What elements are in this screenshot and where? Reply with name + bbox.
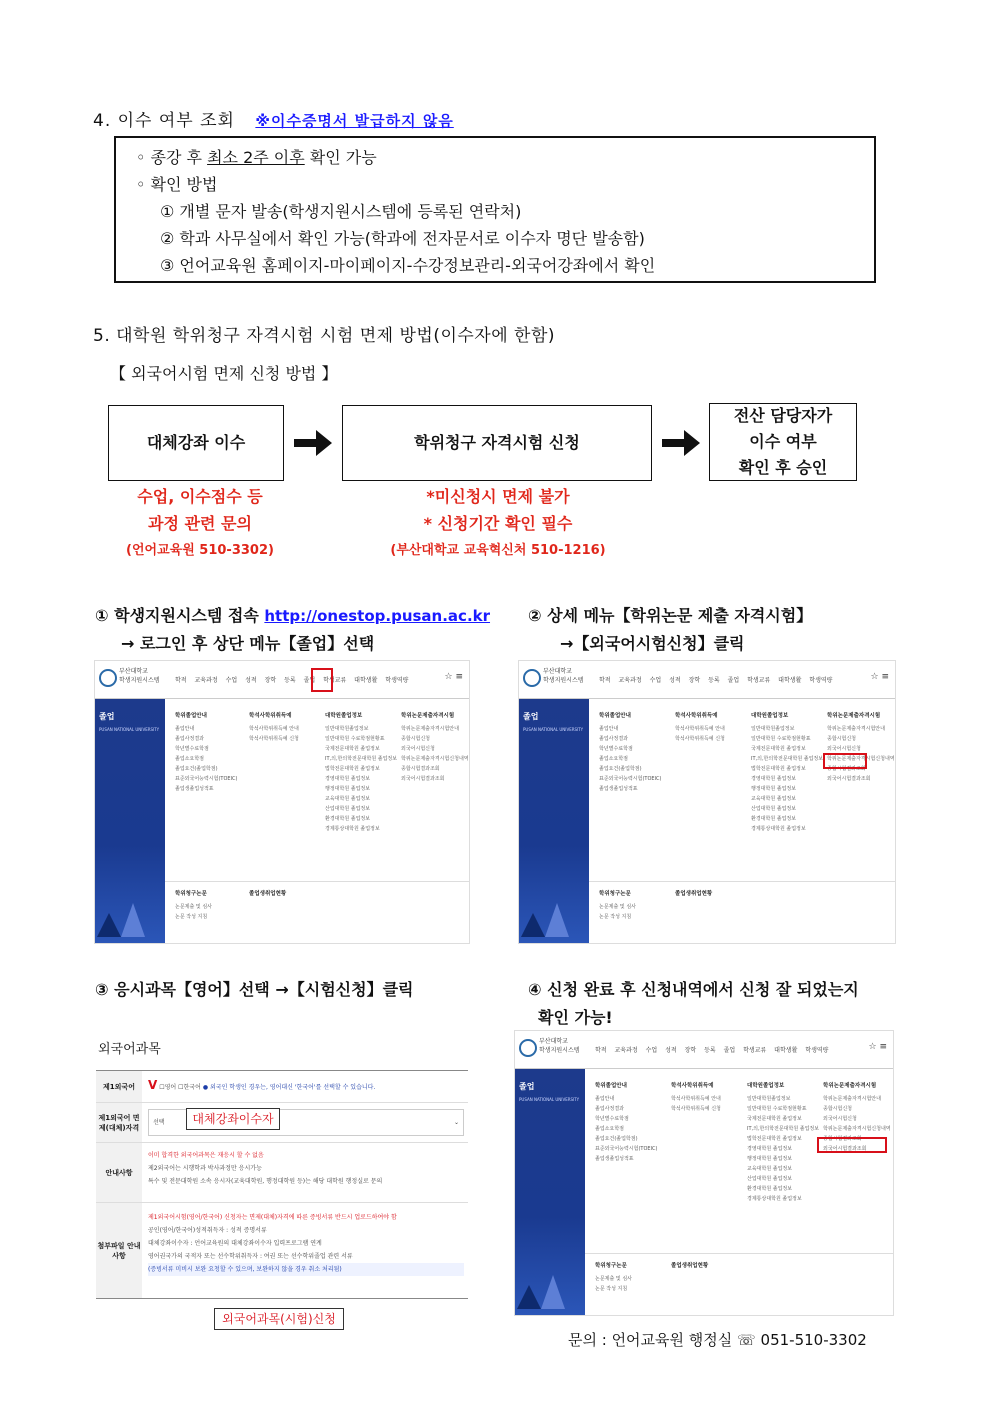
menu-link[interactable]: 경영대학원 졸업정보: [751, 776, 797, 782]
main-menu[interactable]: 학적 교육과정 수업 성적 장학 등록 졸업 학생교류 대학생활 학생역량: [595, 1047, 829, 1054]
menu-link[interactable]: 국제전문대학원 졸업정보: [751, 746, 806, 752]
menu-link[interactable]: IT,의,한의학전문대학원 졸업정보: [751, 756, 824, 762]
method-item-2: ② 학과 사무실에서 확인 가능(학과에 전자문서로 이수자 명단 발송함): [160, 229, 645, 248]
select-value: 선택: [153, 1119, 165, 1126]
menu-link[interactable]: 종합시험결과조회: [401, 766, 440, 772]
highlight-application-history: [817, 1137, 887, 1153]
column-heading: 학위논문제출자격시험: [823, 1083, 877, 1089]
radio-korean[interactable]: ☐: [178, 1084, 184, 1091]
menu-link[interactable]: 외국어시험결과조회: [401, 776, 445, 782]
attachment-line: 공인(영어/한국어)성적취득자 : 성적 증명서류: [148, 1227, 267, 1234]
menu-link[interactable]: 종합시험신청: [401, 736, 430, 742]
step-text: 확인 가능!: [538, 1008, 613, 1027]
note-line: *미신청시 면제 불가: [426, 487, 570, 506]
option-label: 한국어: [183, 1084, 201, 1091]
menu-column-1: [595, 1081, 658, 1164]
menu-link[interactable]: 행정대학원 졸업정보: [325, 786, 371, 792]
alt-course-label: 대체강좌이수자: [186, 1108, 280, 1130]
menu-column-2: [675, 711, 725, 744]
row-label: 안내사항: [96, 1143, 142, 1202]
menu-link[interactable]: 종합시험결과조회: [827, 766, 866, 772]
side-title: 졸업: [99, 712, 115, 721]
menu-link[interactable]: 학년별수료학점: [175, 746, 209, 752]
menu-link[interactable]: 일반대학원 수료학점현황표: [325, 736, 385, 742]
flow-step-label: 학위청구 자격시험 신청: [414, 433, 580, 452]
logo-line: 학생지원시스템: [119, 677, 160, 684]
logo-text: [539, 1037, 580, 1055]
step-2-caption: [528, 602, 928, 658]
attachment-line: 제1외국어시험(영어/한국어) 신청자는 면제(대체)자격에 따른 증빙서류 반드시 업로드하여야 함: [148, 1214, 397, 1221]
university-logo-icon: [519, 1039, 537, 1057]
menu-link[interactable]: 논문 작성 지침: [175, 914, 208, 920]
screenshot-application-history: [514, 1030, 894, 1316]
flow-step-approval: [709, 403, 857, 481]
column-heading: 학석사학위취득예: [249, 713, 292, 719]
star-menu-icon[interactable]: ☆ ≡: [444, 672, 463, 682]
guidance-line: 이미 합격한 외국어과목은 재응시 할 수 없음: [148, 1152, 264, 1159]
menu-link[interactable]: 경제통상대학원 졸업정보: [747, 1196, 802, 1202]
menu-column-4: [401, 711, 469, 784]
menu-link[interactable]: 산업대학원 졸업정보: [747, 1176, 793, 1182]
check-mark-icon: V: [148, 1078, 158, 1092]
menu-link[interactable]: 졸업생졸업성적표: [595, 1156, 634, 1162]
side-panel: [95, 699, 165, 943]
step-text: ④ 신청 완료 후 신청내역에서 신청 잘 되었는지: [528, 980, 859, 999]
section-5-title: 5. 대학원 학위청구 자격시험 시험 면제 방법(이수자에 한함): [93, 326, 556, 346]
menu-link[interactable]: 학석사학위취득예 신청: [671, 1106, 721, 1112]
menu-link[interactable]: 졸업사정결과: [599, 736, 628, 742]
menu-link[interactable]: 환경대학원 졸업정보: [747, 1186, 793, 1192]
menu-link[interactable]: 종합시험신청: [827, 736, 856, 742]
menu-link[interactable]: IT,의,한의학전문대학원 졸업정보: [325, 756, 398, 762]
section-5-subtitle: 【 외국어시험 면제 신청 방법 】: [110, 364, 338, 383]
menu-column-employment: [249, 889, 286, 902]
university-logo-icon: [523, 669, 541, 687]
menu-link[interactable]: 학위논문제출자격시험신청내역: [827, 756, 895, 762]
decor-triangle: [517, 1285, 541, 1309]
menu-column-3: [325, 711, 397, 834]
menu-link[interactable]: 표준외국어능력시험(TOEIC): [599, 776, 662, 782]
exam-apply-note: [360, 483, 636, 564]
row-attachment: [96, 1203, 468, 1299]
menu-link[interactable]: 일반대학원졸업정보: [747, 1096, 791, 1102]
menu-link[interactable]: 표준외국어능력시험(TOEIC): [175, 776, 238, 782]
menu-link[interactable]: 학위논문제출자격시험안내: [401, 726, 459, 732]
side-title: 졸업: [519, 1082, 535, 1091]
guidance-line: 제2외국어는 시행학과 박사과정만 응시가능: [148, 1165, 262, 1172]
menu-link[interactable]: 학석사학위취득예 신청: [249, 736, 299, 742]
step-3-caption: [95, 976, 515, 1004]
step-text: ② 상세 메뉴【학위논문 제출 자격시험】: [528, 606, 813, 625]
row-first-language: [96, 1071, 468, 1103]
chevron-down-icon: ⌄: [453, 1119, 459, 1126]
menu-link[interactable]: 학년별수료학점: [599, 746, 633, 752]
info-note: 외국인 학생인 경우는, 영어대신 '한국어'를 선택할 수 있습니다.: [210, 1084, 376, 1091]
guidance-line: 특수 및 전문대학원 소속 응시자(교육대학원, 행정대학원 등)는 해당 대학원 행정실로 문의: [148, 1178, 383, 1185]
column-heading: 학석사학위취득예: [671, 1083, 714, 1089]
decor-triangle: [97, 913, 121, 937]
bullet-text-end: 확인 가능: [304, 148, 377, 167]
attachment-line: 영어권국가의 국적자 또는 선수학위취득자 : 여권 또는 선수학위졸업 관련 서류: [148, 1253, 353, 1260]
divider: [585, 1253, 893, 1254]
menu-link[interactable]: 졸업요건(졸업학점): [599, 766, 642, 772]
attachment-line: (증빙서류 미비시 보완 요청할 수 있으며, 보완하지 않을 경우 취소 처리됨): [148, 1263, 464, 1276]
menu-link[interactable]: 교육대학원 졸업정보: [325, 796, 371, 802]
decor-triangle: [541, 1275, 565, 1309]
column-heading: 학위논문제출자격시험: [827, 713, 881, 719]
logo-line: 학생지원시스템: [543, 677, 584, 684]
menu-column-3: [747, 1081, 819, 1204]
column-heading: 졸업생취업현황: [675, 891, 713, 897]
menu-column-2: [249, 711, 299, 744]
column-heading: 졸업생취업현황: [671, 1263, 709, 1269]
menu-link[interactable]: 학위논문제출자격시험신청내역: [401, 756, 469, 762]
info-icon: ●: [202, 1084, 209, 1091]
option-label: 영어: [164, 1084, 177, 1091]
star-menu-icon[interactable]: ☆ ≡: [868, 1042, 887, 1052]
menu-link[interactable]: 졸업안내: [595, 1096, 615, 1102]
flow-line: 이수 여부: [749, 432, 817, 451]
form-table: [96, 1070, 468, 1312]
menu-link[interactable]: 논문 작성 지침: [595, 1286, 628, 1292]
logo-text: [119, 667, 160, 685]
flow-step-alt-course: [108, 405, 284, 481]
arrow-right-icon: [662, 428, 702, 458]
menu-column-1: [175, 711, 238, 794]
menu-link[interactable]: 일반대학원 수료학점현황표: [747, 1106, 807, 1112]
logo-line: 부산대학교: [119, 668, 148, 675]
main-menu[interactable]: 학적 교육과정 수업 성적 장학 등록 졸업 학생교류 대학생활 학생역량: [175, 677, 409, 684]
section-4-box: [114, 136, 876, 283]
menu-link[interactable]: 학석사학위취득예 안내: [249, 726, 299, 732]
step-text: →【외국어시험신청】클릭: [560, 634, 745, 653]
row-content: [148, 1211, 464, 1298]
note-line: (언어교육원 510-3302): [126, 543, 274, 558]
menu-link[interactable]: 산업대학원 졸업정보: [751, 806, 797, 812]
radio-english[interactable]: ☐: [159, 1084, 165, 1091]
menu-link[interactable]: 졸업소요학점: [175, 756, 204, 762]
row-label: 제1외국어 면제(대체)자격: [96, 1103, 142, 1142]
menu-column-4: [827, 711, 895, 784]
column-heading: 학위청구논문: [175, 891, 207, 897]
method-item-3: ③ 언어교육원 홈페이지-마이페이지-수강정보관리-외국어강좌에서 확인: [160, 256, 656, 275]
section-4-title: 4. 이수 여부 조회: [93, 111, 235, 131]
column-heading: 학위청구논문: [599, 891, 631, 897]
menu-link[interactable]: 표준외국어능력시험(TOEIC): [595, 1146, 658, 1152]
menu-link[interactable]: 외국어시험신청: [401, 746, 435, 752]
top-menu-bar: [95, 661, 469, 699]
row-exemption: [96, 1103, 468, 1143]
menu-link[interactable]: 논문제출 및 심사: [595, 1276, 632, 1282]
logo-line: 부산대학교: [539, 1038, 568, 1045]
note-line: 과정 관련 문의: [148, 514, 252, 533]
menu-link[interactable]: 학석사학위취득예 안내: [671, 1096, 721, 1102]
screenshot-thesis-exam-menu: [518, 660, 896, 944]
menu-link[interactable]: 학석사학위취득예 안내: [675, 726, 725, 732]
menu-link[interactable]: 일반대학원졸업정보: [751, 726, 795, 732]
bullet-after-term: [136, 144, 874, 171]
side-subtitle: PUSAN NATIONAL UNIVERSITY: [519, 1097, 580, 1102]
highlight-foreign-exam-apply: [823, 753, 867, 769]
menu-link[interactable]: 환경대학원 졸업정보: [325, 816, 371, 822]
method-item-1: ① 개별 문자 발송(학생지원시스템에 등록된 연락처): [160, 202, 522, 221]
flow-step-label: 대체강좌 이수: [146, 433, 246, 452]
menu-link[interactable]: 졸업안내: [175, 726, 195, 732]
decor-triangle: [545, 903, 569, 937]
menu-column-thesis: [599, 889, 636, 922]
menu-column-employment: [675, 889, 712, 902]
menu-link[interactable]: 학석사학위취득예 신청: [675, 736, 725, 742]
column-heading: 학위논문제출자격시험: [401, 713, 455, 719]
menu-link[interactable]: 학위논문제출자격시험안내: [823, 1096, 881, 1102]
menu-link[interactable]: 졸업사정결과: [595, 1106, 624, 1112]
menu-link[interactable]: 행정대학원 졸업정보: [747, 1156, 793, 1162]
menu-link[interactable]: 경영대학원 졸업정보: [747, 1146, 793, 1152]
menu-link[interactable]: 경영대학원 졸업정보: [325, 776, 371, 782]
menu-link[interactable]: 외국어시험결과조회: [823, 1146, 867, 1152]
menu-link[interactable]: 법학전문대학원 졸업정보: [751, 766, 806, 772]
note-line: * 신청기간 확인 필수: [423, 514, 573, 533]
menu-link[interactable]: 학년별수료학점: [595, 1116, 629, 1122]
menu-link[interactable]: 일반대학원 수료학점현황표: [751, 736, 811, 742]
menu-link[interactable]: 졸업생졸업성적표: [599, 786, 638, 792]
menu-link[interactable]: 법학전문대학원 졸업정보: [325, 766, 380, 772]
no-certificate-note: ※이수증명서 발급하지 않음: [255, 112, 454, 130]
attachment-line: 대체강좌이수자 : 언어교육원의 대체강좌이수자 입력프로그램 연계: [148, 1240, 322, 1247]
main-menu[interactable]: 학적 교육과정 수업 성적 장학 등록 졸업 학생교류 대학생활 학생역량: [599, 677, 833, 684]
menu-link[interactable]: 졸업생졸업성적표: [175, 786, 214, 792]
row-content: [148, 1079, 464, 1102]
section-4-heading: [93, 106, 454, 131]
menu-link[interactable]: 일반대학원졸업정보: [325, 726, 369, 732]
row-guidance: [96, 1143, 468, 1203]
menu-link[interactable]: 경제통상대학원 졸업정보: [325, 826, 380, 832]
logo-line: 부산대학교: [543, 668, 572, 675]
onestop-link[interactable]: http://onestop.pusan.ac.kr: [264, 607, 491, 625]
menu-link[interactable]: 졸업사정결과: [175, 736, 204, 742]
side-panel: [515, 1069, 585, 1315]
divider: [589, 881, 895, 882]
menu-link[interactable]: 논문제출 및 심사: [599, 904, 636, 910]
menu-link[interactable]: 논문 작성 지침: [599, 914, 632, 920]
apply-exam-button[interactable]: 외국어과목(시험)신청: [214, 1308, 344, 1330]
decor-triangle: [121, 903, 145, 937]
menu-link[interactable]: 논문제출 및 심사: [175, 904, 212, 910]
step-text: → 로그인 후 상단 메뉴【졸업】선택: [121, 634, 375, 653]
column-heading: 학위졸업안내: [599, 713, 631, 719]
menu-link[interactable]: 종합시험결과조회: [823, 1136, 862, 1142]
menu-link[interactable]: 교육대학원 졸업정보: [751, 796, 797, 802]
column-heading: 학석사학위취득예: [675, 713, 718, 719]
column-heading: 대학원졸업정보: [751, 713, 789, 719]
menu-link[interactable]: 졸업안내: [599, 726, 619, 732]
contact-footer: 문의 : 언어교육원 행정실 ☏ 051-510-3302: [568, 1331, 867, 1349]
menu-link[interactable]: IT,의,한의학전문대학원 졸업정보: [747, 1126, 820, 1132]
column-heading: 졸업생취업현황: [249, 891, 287, 897]
decor-triangle: [521, 913, 545, 937]
arrow-right-icon: [294, 428, 334, 458]
menu-link[interactable]: 학위논문제출자격시험안내: [827, 726, 885, 732]
step-4-caption: [528, 976, 908, 1032]
menu-link[interactable]: 졸업소요학점: [595, 1126, 624, 1132]
column-heading: 학위청구논문: [595, 1263, 627, 1269]
star-menu-icon[interactable]: ☆ ≡: [870, 672, 889, 682]
step-text: ③ 응시과목【영어】선택 →【시험신청】클릭: [95, 980, 414, 999]
menu-column-1: [599, 711, 662, 794]
highlight-graduation-menu: [311, 668, 333, 692]
menu-column-3: [751, 711, 823, 834]
university-logo-icon: [99, 669, 117, 687]
top-menu-bar: [519, 661, 895, 699]
menu-column-employment: [671, 1261, 708, 1274]
course-inquiry-note: [100, 483, 300, 564]
flow-line: 전산 담당자가: [733, 406, 833, 425]
menu-link[interactable]: 졸업요건(졸업학점): [595, 1136, 638, 1142]
application-history-link[interactable]: 학위논문제출자격시험신청내역: [823, 1126, 891, 1132]
menu-link[interactable]: 외국어시험신청: [823, 1116, 857, 1122]
menu-column-thesis: [175, 889, 212, 922]
menu-link[interactable]: 법학전문대학원 졸업정보: [747, 1136, 802, 1142]
logo-text: [543, 667, 584, 685]
divider: [165, 881, 469, 882]
column-heading: 학위졸업안내: [595, 1083, 627, 1089]
bullet-method: ◦ 확인 방법: [136, 175, 218, 194]
column-heading: 대학원졸업정보: [747, 1083, 785, 1089]
menu-link[interactable]: 국제전문대학원 졸업정보: [747, 1116, 802, 1122]
side-panel: [519, 699, 589, 943]
menu-link[interactable]: 경제통상대학원 졸업정보: [751, 826, 806, 832]
menu-column-thesis: [595, 1261, 632, 1294]
menu-link[interactable]: 산업대학원 졸업정보: [325, 806, 371, 812]
flow-step-apply-exam: [342, 405, 652, 481]
menu-link[interactable]: 졸업요건(졸업학점): [175, 766, 218, 772]
foreign-exam-apply-link[interactable]: 외국어시험신청: [827, 746, 861, 752]
menu-link[interactable]: 환경대학원 졸업정보: [751, 816, 797, 822]
column-heading: 학위졸업안내: [175, 713, 207, 719]
menu-link[interactable]: 졸업소요학점: [599, 756, 628, 762]
underlined-text: 최소 2주 이후: [207, 148, 305, 167]
menu-link[interactable]: 교육대학원 졸업정보: [747, 1166, 793, 1172]
side-subtitle: PUSAN NATIONAL UNIVERSITY: [99, 727, 160, 732]
foreign-language-form: [96, 1036, 472, 1316]
side-subtitle: PUSAN NATIONAL UNIVERSITY: [523, 727, 584, 732]
row-label: 제1외국어: [96, 1071, 142, 1102]
top-menu-bar: [515, 1031, 893, 1069]
menu-link[interactable]: 종합시험신청: [823, 1106, 852, 1112]
note-line: (부산대학교 교육혁신처 510-1216): [390, 543, 606, 558]
bullet-text: ◦ 종강 후: [136, 148, 208, 167]
menu-column-2: [671, 1081, 721, 1114]
menu-link[interactable]: 국제전문대학원 졸업정보: [325, 746, 380, 752]
step-text: ① 학생지원시스템 접속: [95, 606, 265, 625]
step-1-caption: [95, 602, 515, 658]
row-content: [148, 1149, 464, 1202]
note-line: 수업, 이수점수 등: [137, 487, 263, 506]
screenshot-graduation-menu: [94, 660, 470, 944]
menu-link[interactable]: 외국어시험결과조회: [827, 776, 871, 782]
menu-link[interactable]: 행정대학원 졸업정보: [751, 786, 797, 792]
column-heading: 대학원졸업정보: [325, 713, 363, 719]
row-label: 첨부파일 안내사항: [96, 1203, 142, 1298]
form-title: 외국어과목: [98, 1042, 161, 1057]
flow-line: 확인 후 승인: [738, 458, 828, 477]
side-title: 졸업: [523, 712, 539, 721]
logo-line: 학생지원시스템: [539, 1047, 580, 1054]
